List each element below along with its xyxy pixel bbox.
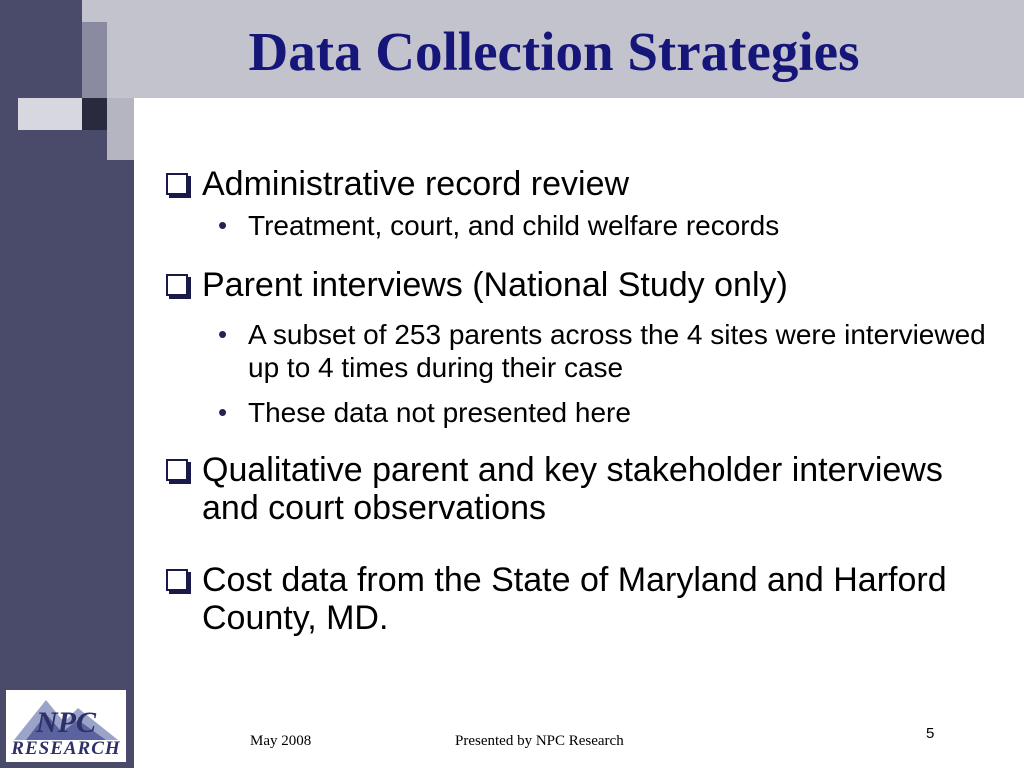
sub-bullet-2-1: [162, 318, 1002, 384]
bullet-text: Qualitative parent and key stakeholder interviews and court observations: [202, 451, 943, 527]
footer-date: May 2008: [250, 733, 312, 749]
bullet-item-4: [162, 561, 1002, 637]
sub-bullet-text: Treatment, court, and child welfare records: [248, 210, 780, 241]
corner-square-mid: [82, 22, 107, 98]
checkbox-square-icon: [166, 459, 188, 481]
logo-abbr: NPC: [36, 706, 96, 739]
bullet-item-1: [162, 165, 1002, 203]
corner-square-light: [18, 98, 82, 130]
sub-bullet-text: A subset of 253 parents across the 4 sites were interviewed up to 4 times during their case: [248, 319, 986, 383]
checkbox-square-icon: [166, 274, 188, 296]
bullet-text: Parent interviews (National Study only): [202, 266, 788, 304]
dot-icon: •: [218, 397, 228, 427]
corner-square-dark: [0, 0, 82, 98]
npc-research-logo: [6, 690, 126, 762]
sub-bullet-1-1: [162, 209, 1002, 242]
logo-word: RESEARCH: [11, 738, 121, 759]
dot-icon: •: [218, 319, 228, 349]
slide-content: [162, 165, 1002, 637]
checkbox-square-icon: [166, 173, 188, 195]
page-number: 5: [926, 725, 935, 742]
left-sidebar-bar: [0, 98, 134, 768]
corner-square-grey: [107, 98, 134, 160]
bullet-text: Cost data from the State of Maryland and Harford County, MD.: [202, 561, 947, 637]
bullet-item-2: [162, 266, 1002, 304]
dot-icon: •: [218, 210, 228, 240]
checkbox-square-icon: [166, 569, 188, 591]
bullet-text: Administrative record review: [202, 165, 630, 203]
slide-title: Data Collection Strategies: [248, 21, 860, 82]
bullet-item-3: [162, 451, 1002, 527]
sub-bullet-text: These data not presented here: [248, 397, 631, 428]
footer-presenter: Presented by NPC Research: [455, 733, 624, 749]
sub-bullet-2-2: [162, 396, 1002, 429]
corner-square-black: [82, 98, 107, 130]
